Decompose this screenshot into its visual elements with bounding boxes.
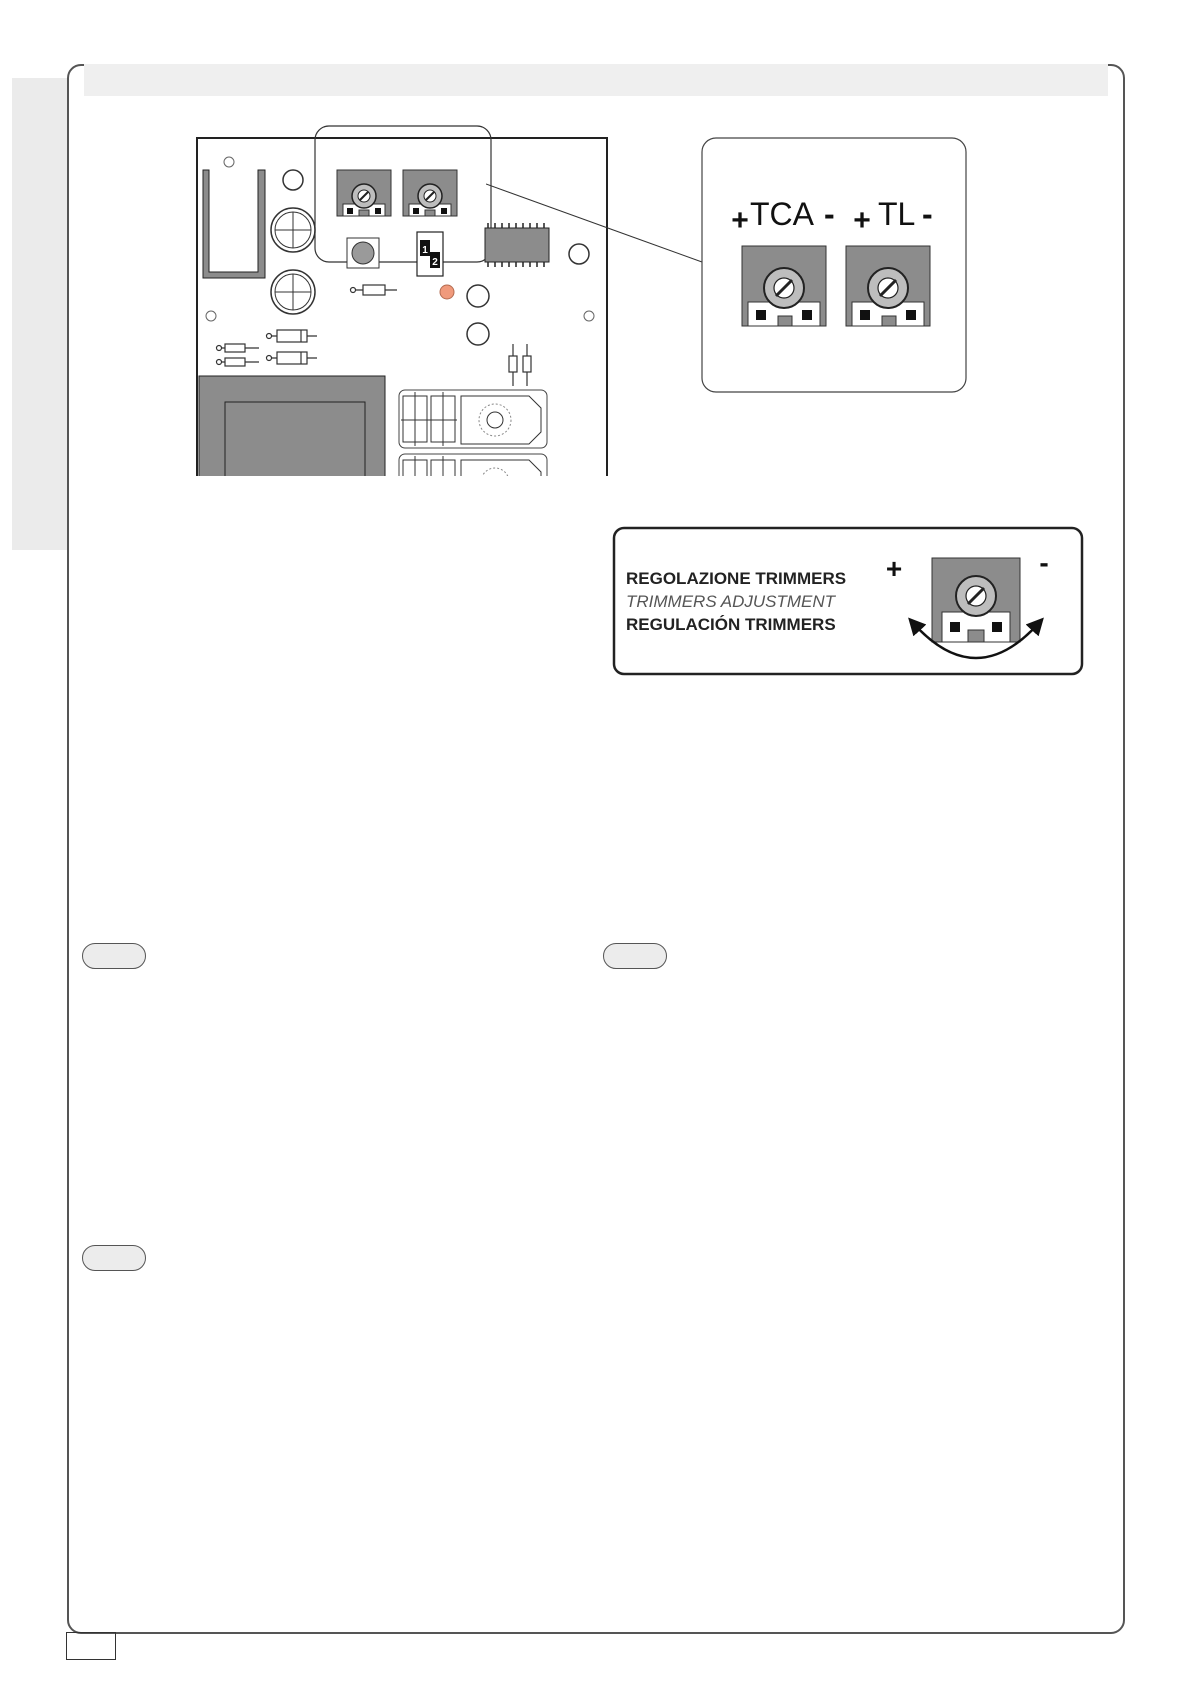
legend-plus: + <box>885 553 903 584</box>
diode-icon <box>267 330 318 342</box>
jumper-label-2: 2 <box>432 257 438 268</box>
header-band <box>84 64 1108 96</box>
tl-name: TL <box>878 196 916 232</box>
tl-minus: - <box>922 196 933 232</box>
section-tab-1 <box>82 943 146 969</box>
section-tab-2 <box>603 943 667 969</box>
trimmer-icon <box>403 170 457 216</box>
resistor-icon <box>217 358 260 366</box>
transformer-icon <box>199 376 385 484</box>
trimmer-icon <box>846 246 930 326</box>
trimmer-adjustment-legend <box>612 526 1086 680</box>
jumper-label-1: 1 <box>422 245 428 256</box>
page-number-box <box>66 1632 116 1660</box>
capacitor-icon <box>271 270 315 314</box>
tl-plus: + <box>853 204 871 237</box>
legend-minus: - <box>1039 547 1049 578</box>
capacitor-icon <box>271 208 315 252</box>
led-icon <box>440 285 454 299</box>
tca-name: TCA <box>750 196 814 232</box>
tca-plus: + <box>731 204 749 237</box>
resistor-icon <box>351 285 398 295</box>
legend-line-es: REGULACIÓN TRIMMERS <box>626 615 836 634</box>
legend-line-en: TRIMMERS ADJUSTMENT <box>626 592 836 611</box>
resistor-icon <box>217 344 260 352</box>
side-index-tab <box>12 78 68 550</box>
section-tab-3 <box>82 1245 146 1271</box>
trimmer-zoom-callout <box>486 136 976 398</box>
tca-minus: - <box>824 196 835 232</box>
trimmer-icon <box>337 170 391 216</box>
relay-icon <box>399 390 547 448</box>
trimmer-icon <box>742 246 826 326</box>
trimmer-icon <box>932 558 1020 642</box>
diode-icon <box>267 352 318 364</box>
legend-line-it: REGOLAZIONE TRIMMERS <box>626 569 847 588</box>
jumper-icon <box>417 232 443 276</box>
